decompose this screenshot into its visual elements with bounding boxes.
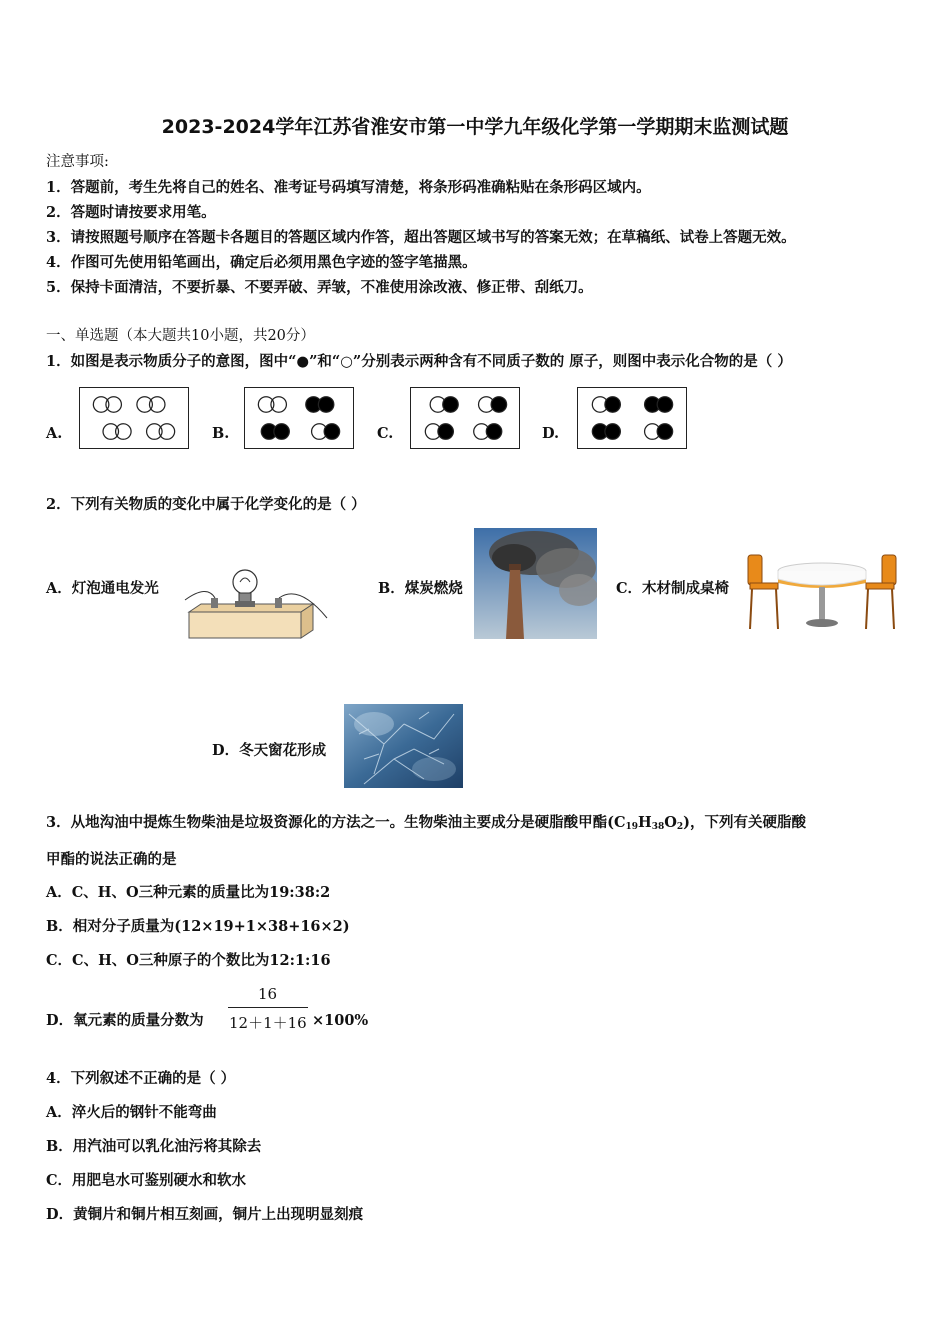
- q3-sub-38: 38: [651, 822, 665, 832]
- q3-o: O: [664, 814, 677, 831]
- light-bulb-image: [175, 566, 330, 642]
- question-1-stem: 1．如图是表示物质分子的意图，图中“●”和“○”分别表示两种含有不同质子数的 原子，则图中表示化合物的是（ ）: [46, 353, 792, 370]
- question-2-stem: 2．下列有关物质的变化中属于化学变化的是（ ）: [46, 496, 366, 513]
- q1-option-c-diagram: [410, 387, 520, 449]
- q1-option-a-diagram: [79, 387, 189, 449]
- question-4-stem: 4．下列叙述不正确的是（ ）: [46, 1070, 236, 1087]
- chimney-smoke-image: [474, 528, 597, 639]
- q1-option-d-label: D.: [542, 425, 560, 442]
- q3-option-a: A．C、H、O三种元素的质量比为19:38:2: [46, 884, 331, 901]
- fraction-bar: [228, 1007, 308, 1008]
- q3-sub-19: 19: [625, 822, 639, 832]
- q3-option-d: D．氧元素的质量分数为: [46, 1012, 204, 1029]
- q3-sub-2: 2: [676, 822, 684, 832]
- q4-option-d: D．黄铜片和铜片相互刻画，铜片上出现明显刻痕: [46, 1206, 364, 1223]
- notice-item: 5．保持卡面清洁，不要折暴、不要弄破、弄皱，不准使用涂改液、修正带、刮纸刀。: [46, 279, 593, 296]
- q4-option-a: A．淬火后的钢针不能弯曲: [46, 1104, 217, 1121]
- notice-item: 4．作图可先使用铅笔画出，确定后必须用黑色字迹的签字笔描黑。: [46, 254, 477, 271]
- q1-option-a-label: A.: [46, 425, 63, 442]
- q3-option-d-suffix: ×100%: [312, 1012, 369, 1029]
- question-3-stem-line2: 甲酯的说法正确的是: [46, 851, 177, 868]
- q3-h: H: [638, 814, 652, 831]
- notice-item: 1．答题前，考生先将自己的姓名、准考证号码填写清楚，将条形码准确粘贴在条形码区域内。: [46, 179, 651, 196]
- fraction-numerator: 16: [258, 985, 278, 1003]
- q2-option-d: D．冬天窗花形成: [212, 742, 327, 759]
- q3-stem-text-2: )，下列有关硬脂酸: [683, 814, 807, 831]
- q3-option-c: C．C、H、O三种原子的个数比为12:1:16: [46, 952, 331, 969]
- table-chairs-image: [746, 549, 898, 635]
- q1-option-d-diagram: [577, 387, 687, 449]
- q4-option-b: B．用汽油可以乳化油污将其除去: [46, 1138, 262, 1155]
- notice-heading: 注意事项:: [46, 154, 109, 170]
- q3-option-b: B．相对分子质量为(12×19+1×38+16×2): [46, 918, 350, 935]
- page-title: 2023-2024学年江苏省淮安市第一中学九年级化学第一学期期末监测试题: [161, 116, 789, 138]
- fraction-denominator: 12＋1＋16: [229, 1014, 307, 1032]
- q2-option-a: A．灯泡通电发光: [46, 580, 159, 597]
- section-heading: 一、单选题（本大题共10小题，共20分）: [46, 328, 315, 344]
- window-frost-image: [344, 704, 463, 788]
- question-3-stem: [46, 814, 806, 833]
- notice-item: 2．答题时请按要求用笔。: [46, 204, 216, 221]
- q2-option-b: B．煤炭燃烧: [378, 580, 463, 597]
- q1-option-b-diagram: [244, 387, 354, 449]
- q2-option-c: C．木材制成桌椅: [616, 580, 730, 597]
- q3-stem-text: 3．从地沟油中提炼生物柴油是垃圾资源化的方法之一。生物柴油主要成分是硬脂酸甲酯(C: [46, 814, 626, 831]
- notice-item: 3．请按照题号顺序在答题卡各题目的答题区域内作答，超出答题区域书写的答案无效；在草稿纸、试卷上答题无效。: [46, 229, 796, 246]
- q1-option-c-label: C.: [377, 425, 394, 442]
- q1-option-b-label: B.: [212, 425, 230, 442]
- q4-option-c: C．用肥皂水可鉴别硬水和软水: [46, 1172, 247, 1189]
